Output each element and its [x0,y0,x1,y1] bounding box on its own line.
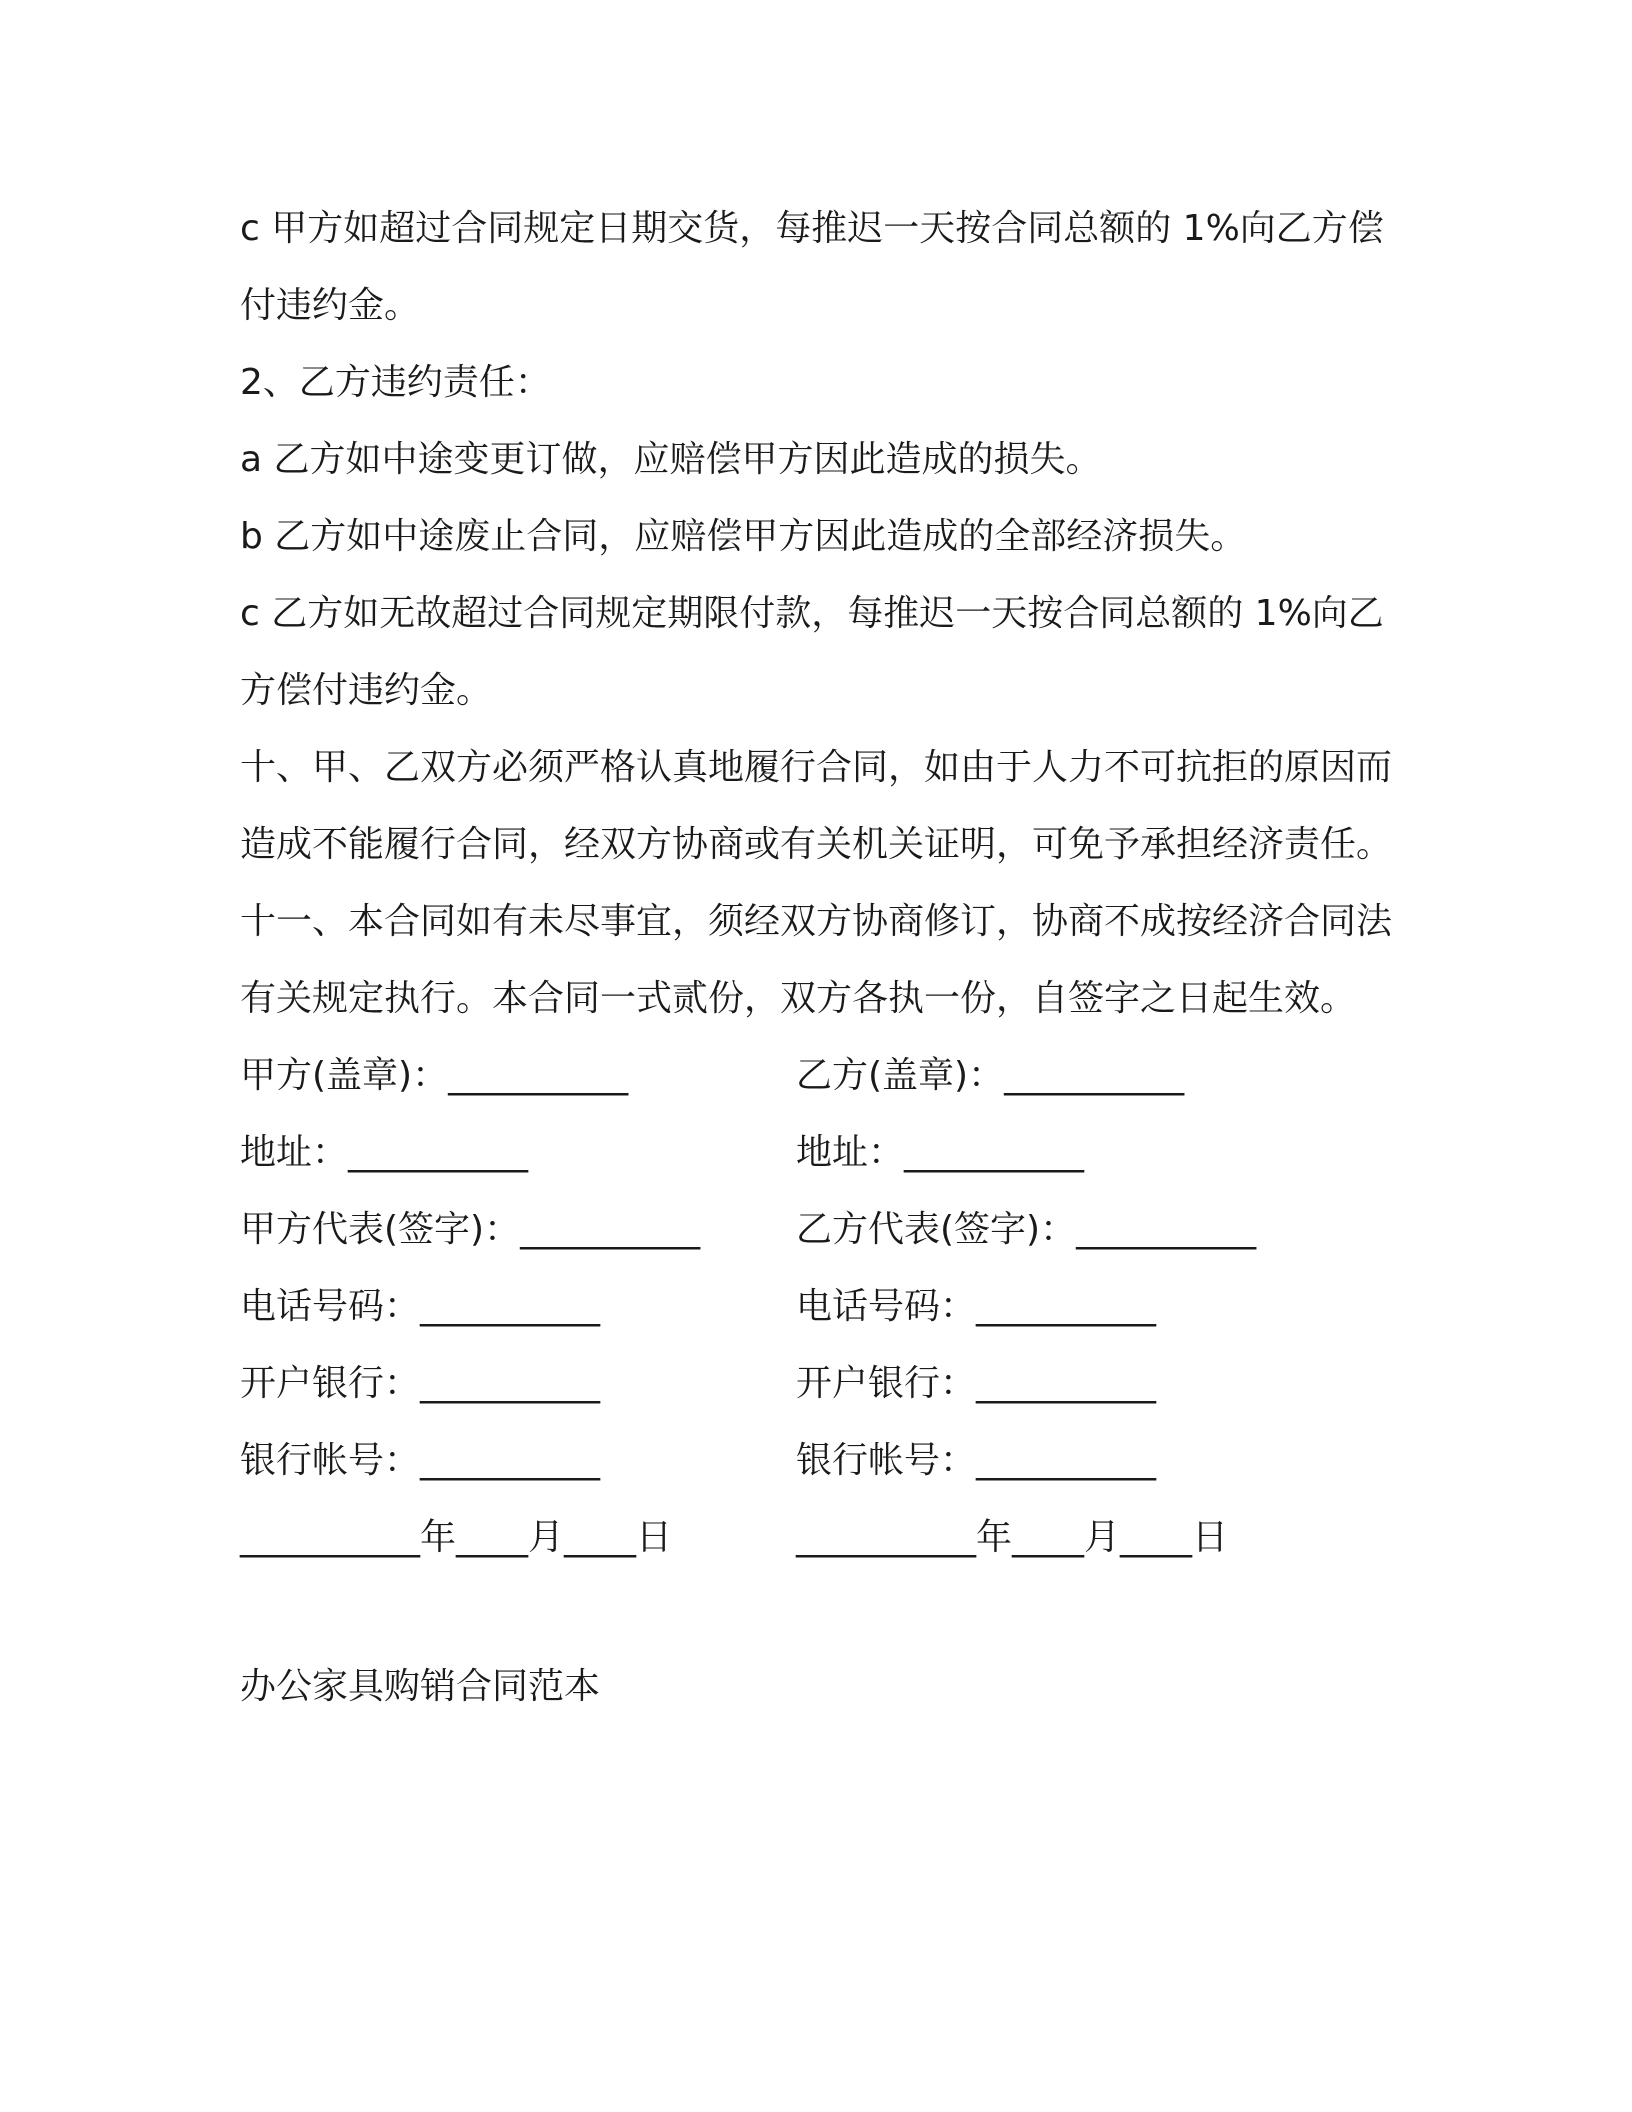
party-a-phone: 电话号码：__________ [240,1286,601,1327]
party-b-representative: 乙方代表(签字)：__________ [796,1209,1257,1250]
clause-b-c-late-payment: c 乙方如无故超过合同规定期限付款，每推迟一天按合同总额的 1%向乙方偿付违约金。 [240,593,1384,711]
signature-block [240,1037,1400,1576]
signature-row-bank [240,1345,1400,1422]
signature-row-seal [240,1037,1400,1114]
clause-2-heading: 2、乙方违约责任： [240,362,551,403]
document-page [240,190,1400,1725]
signature-row-phone [240,1268,1400,1345]
party-b-address: 地址：__________ [796,1132,1085,1173]
party-a-representative: 甲方代表(签字)：__________ [240,1209,701,1250]
party-b-phone: 电话号码：__________ [796,1286,1157,1327]
clause-a-c-delay-delivery: c 甲方如超过合同规定日期交货，每推迟一天按合同总额的 1%向乙方偿付违约金。 [240,208,1384,326]
signature-row-address [240,1114,1400,1191]
party-b-date: __________年____月____日 [796,1517,1228,1558]
clause-10-force-majeure: 十、甲、乙双方必须严格认真地履行合同，如由于人力不可抗拒的原因而造成不能履行合同，经双方协商或有关机关证明，可免予承担经济责任。 [240,747,1393,865]
clause-b-b-terminate: b 乙方如中途废止合同，应赔偿甲方因此造成的全部经济损失。 [240,516,1247,557]
party-b-bank: 开户银行：__________ [796,1363,1157,1404]
party-a-account: 银行帐号：__________ [240,1440,601,1481]
signature-row-representative [240,1191,1400,1268]
party-a-date: __________年____月____日 [240,1517,672,1558]
clause-11-miscellaneous: 十一、本合同如有未尽事宜，须经双方协商修订，协商不成按经济合同法有关规定执行。本合同一式贰份，双方各执一份，自签字之日起生效。 [240,901,1393,1019]
section-spacer [240,1576,1400,1648]
party-b-account: 银行帐号：__________ [796,1440,1157,1481]
party-a-bank: 开户银行：__________ [240,1363,601,1404]
next-document-title: 办公家具购销合同范本 [240,1666,601,1707]
party-a-address: 地址：__________ [240,1132,529,1173]
signature-row-date [240,1499,1400,1576]
party-b-seal: 乙方(盖章)：__________ [796,1055,1185,1096]
clause-b-a-change-order: a 乙方如中途变更订做，应赔偿甲方因此造成的损失。 [240,439,1102,480]
signature-row-account [240,1422,1400,1499]
party-a-seal: 甲方(盖章)：__________ [240,1055,629,1096]
